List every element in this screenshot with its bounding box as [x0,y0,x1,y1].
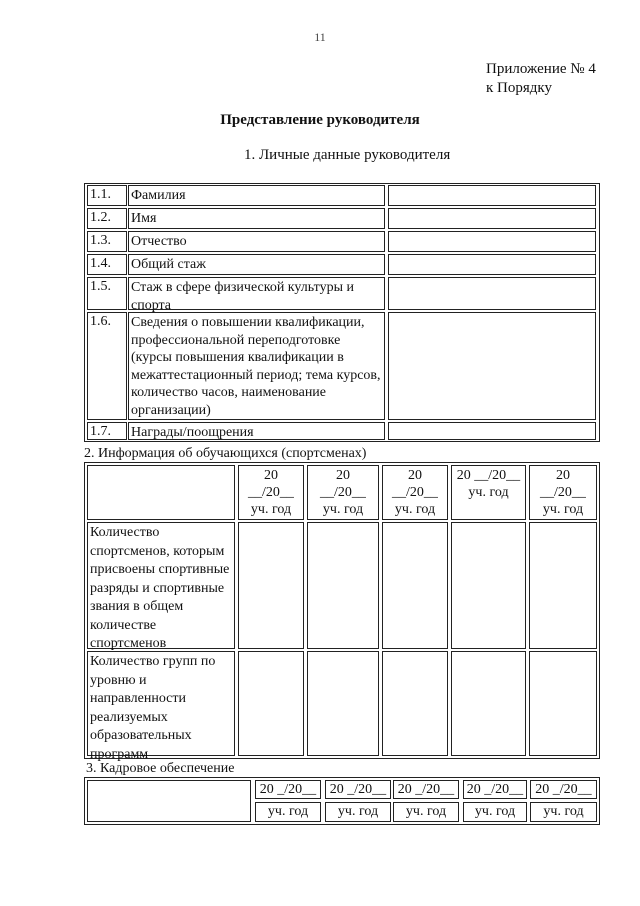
row-label-athletes-count: Количество спортсменов, которым присвоены спортивные разряды и спортивные звания в общем количестве спортсменов [87,522,235,649]
row-value-total-experience[interactable] [388,254,596,275]
row-value-sport-experience[interactable] [388,277,596,310]
year-header-line: __/20__ [540,485,586,500]
document-title: Представление руководителя [220,112,420,128]
year-label: уч. год [255,802,321,822]
row-value-name[interactable] [388,208,596,229]
header-corner-cell [87,465,235,520]
row-number: 1.5. [87,277,127,310]
year-header-line: 20 [408,468,422,483]
year-header-line: __/20__ [392,485,438,500]
students-info-table [84,462,600,762]
year-column-header [238,465,304,520]
row-label-patronymic: Отчество [128,231,385,252]
year-header-line: уч. год [468,485,509,500]
year-column-header: 20 _/20__ [255,780,321,799]
year-column-header: 20 _/20__ [325,780,391,799]
row-label-awards: Награды/поощрения [128,422,385,440]
year-header-line: уч. год [250,502,292,517]
row-number: 1.2. [87,208,127,229]
header-corner-cell [87,780,251,822]
data-cell[interactable] [529,651,597,756]
page-number: 11 [314,30,326,44]
staffing-table [84,777,600,825]
row-label-groups-count: Количество групп по уровню и направленности реализуемых образовательных программ [87,651,235,756]
year-column-header [529,465,597,520]
year-column-header [382,465,448,520]
row-number: 1.7. [87,422,127,440]
year-column-header: 20 _/20__ [463,780,527,799]
row-number: 1.6. [87,312,127,420]
year-column-header [451,465,526,520]
appendix-note [486,60,596,98]
year-column-header: 20 _/20__ [530,780,597,799]
year-header-line: 20 [336,468,350,483]
row-label-qualification: Сведения о повышении квалификации, профессиональной переподготовке (курсы повышения квалификации в межаттестационный период; тема курсов, количество часов, наименование организации) [128,312,385,420]
year-label: уч. год [463,802,527,822]
data-cell[interactable] [382,522,448,649]
year-label: уч. год [325,802,391,822]
data-cell[interactable] [382,651,448,756]
row-label-total-experience: Общий стаж [128,254,385,275]
row-value-awards[interactable] [388,422,596,440]
row-number: 1.3. [87,231,127,252]
appendix-line-2: к Порядку [486,80,552,96]
year-header-line: 20 __/20__ [456,468,521,483]
appendix-line-1: Приложение № 4 [486,61,596,77]
section-3-heading: 3. Кадровое обеспечение [86,761,235,776]
year-label: уч. год [530,802,597,822]
data-cell[interactable] [451,522,526,649]
year-header-line: __/20__ [320,485,366,500]
data-cell[interactable] [307,651,379,756]
data-cell[interactable] [238,522,304,649]
year-header-line: уч. год [394,502,436,517]
data-cell[interactable] [529,522,597,649]
row-label-name: Имя [128,208,385,229]
section-1-heading: 1. Личные данные руководителя [244,147,451,163]
row-value-surname[interactable] [388,185,596,206]
year-header-line: __/20__ [248,485,294,500]
data-cell[interactable] [451,651,526,756]
year-header-line: 20 [556,468,570,483]
data-cell[interactable] [238,651,304,756]
year-header-line: уч. год [322,502,364,517]
year-column-header: 20 _/20__ [393,780,459,799]
year-label: уч. год [393,802,459,822]
data-cell[interactable] [307,522,379,649]
row-label-surname: Фамилия [128,185,385,206]
row-value-patronymic[interactable] [388,231,596,252]
section-2-heading: 2. Информация об обучающихся (спортсменах) [84,446,367,461]
year-column-header [307,465,379,520]
year-header-line: 20 [264,468,278,483]
year-header-line: уч. год [542,502,584,517]
row-label-sport-experience: Стаж в сфере физической культуры и спорта [128,277,385,310]
row-number: 1.1. [87,185,127,206]
row-number: 1.4. [87,254,127,275]
row-value-qualification[interactable] [388,312,596,420]
personal-data-table [84,183,600,442]
